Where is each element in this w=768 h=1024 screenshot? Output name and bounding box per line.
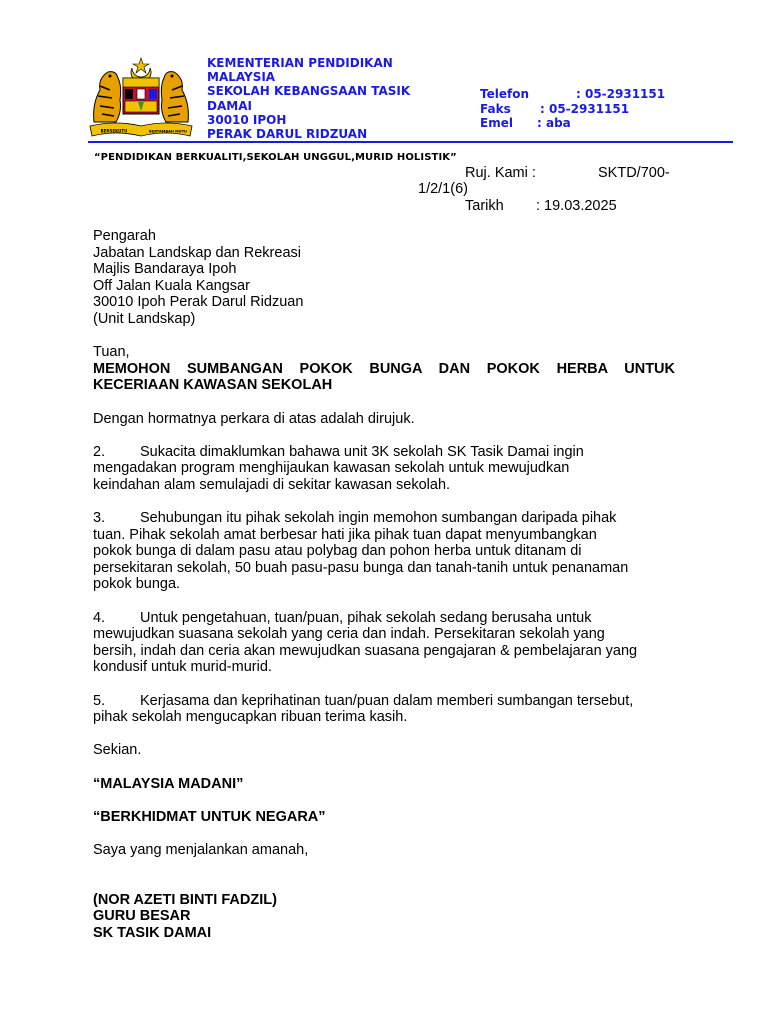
paragraph-text: Untuk pengetahuan, tuan/puan, pihak sekolah sedang berusaha untuk (140, 609, 592, 626)
paragraph-text: bersih, indah dan ceria akan mewujudkan suasana pengajaran & pembelajaran yang (93, 642, 638, 659)
fax-value: : 05-2931151 (540, 101, 630, 116)
header-divider (88, 141, 733, 143)
school-motto: “PENDIDIKAN BERKUALITI,SEKOLAH UNGGUL,MURID HOLISTIK” (94, 152, 457, 163)
email-value: : aba (537, 116, 571, 130)
state-line: PERAK DARUL RIDZUAN (207, 127, 368, 138)
email-label: Emel (480, 116, 513, 130)
salutation: Tuan, (93, 344, 130, 361)
paragraph-text: Kerjasama dan keprihatinan tuan/puan dalam memberi sumbangan tersebut, (140, 692, 634, 709)
ministry-line: MALAYSIA (207, 70, 276, 85)
school-line: SEKOLAH KEBANGSAAN TASIK (207, 84, 411, 99)
school-address-block (207, 56, 447, 138)
recipient-line: Pengarah (93, 228, 156, 244)
slogan-berkhidmat: “BERKHIDMAT UNTUK NEGARA” (93, 808, 326, 825)
ref-value: SKTD/700- (598, 165, 670, 181)
fax-label: Faks (480, 101, 511, 116)
phone-value: : 05-2931151 (576, 87, 666, 101)
crest-motto-left: BERSEKUTU (100, 128, 128, 134)
paragraph-text: kondusif untuk murid-murid. (93, 659, 272, 676)
paragraph-text: pokok bunga. (93, 576, 181, 593)
recipient-address (93, 228, 675, 328)
paragraph-2 (93, 444, 675, 494)
signoff: Saya yang menjalankan amanah, (93, 841, 309, 858)
letter-body (93, 228, 675, 942)
paragraph-number: 5. (93, 692, 106, 709)
recipient-line: Majlis Bandaraya Ipoh (93, 261, 237, 278)
paragraph-text: mewujudkan suasana sekolah yang ceria dan indah. Persekitaran sekolah yang (93, 626, 605, 643)
paragraph-text: mengadakan program menghijaukan kawasan sekolah untuk mewujudkan (93, 460, 570, 477)
date-label: Tarikh (465, 198, 504, 214)
paragraph-text: pihak sekolah mengucapkan ribuan terima kasih. (93, 709, 408, 726)
reference-number (465, 165, 670, 181)
ref-label: Ruj. Kami : (465, 165, 536, 181)
paragraph-5 (93, 693, 675, 726)
slogan-malaysia-madani: “MALAYSIA MADANI” (93, 775, 244, 792)
signatory-title: GURU BESAR (93, 908, 191, 925)
recipient-line: 30010 Ipoh Perak Darul Ridzuan (93, 294, 304, 311)
signature-block (93, 892, 675, 942)
crest-motto-right: BERTAMBAH MUTU (149, 129, 187, 134)
phone-label: Telefon (480, 87, 529, 101)
letter-date (465, 198, 617, 214)
letter-subject: MEMOHON SUMBANGAN POKOK BUNGA DAN POKOK HERBA UNTUK KECERIAAN KAWASAN SEKOLAH (93, 360, 675, 394)
recipient-line: Off Jalan Kuala Kangsar (93, 277, 250, 294)
signatory-school: SK TASIK DAMAI (93, 924, 212, 941)
paragraph-text: Sehubungan itu pihak sekolah ingin memohon sumbangan daripada pihak (140, 510, 617, 527)
paragraph-4 (93, 610, 675, 676)
recipient-line: (Unit Landskap) (93, 310, 196, 327)
reference-number-cont: 1/2/1(6) (418, 181, 468, 197)
paragraph-number: 3. (93, 510, 106, 527)
paragraph-3 (93, 510, 675, 593)
paragraph-number: 4. (93, 609, 106, 626)
closing: Sekian. (93, 742, 142, 759)
paragraph-text: persekitaran sekolah, 50 buah pasu-pasu bunga dan tanah-tanih untuk penanaman (93, 559, 629, 576)
signatory-name: (NOR AZETI BINTI FADZIL) (93, 891, 277, 908)
postcode-line: 30010 IPOH (207, 112, 287, 127)
date-value: : 19.03.2025 (536, 198, 617, 214)
ministry-line: KEMENTERIAN PENDIDIKAN (207, 56, 393, 70)
paragraph-text: Sukacita dimaklumkan bahawa unit 3K sekolah SK Tasik Damai ingin (140, 443, 584, 460)
paragraph-text: tuan. Pihak sekolah amat berbesar hati jika pihak tuan dapat menyumbangkan (93, 526, 597, 543)
school-line: DAMAI (207, 98, 252, 113)
paragraph-number: 2. (93, 443, 106, 460)
recipient-line: Jabatan Landskap dan Rekreasi (93, 244, 301, 261)
paragraph-text: keindahan alam semulajadi di sekitar kawasan sekolah. (93, 476, 451, 493)
coat-of-arms-icon (86, 56, 196, 140)
paragraph-text: pokok bunga di dalam pasu atau polybag dan pohon herba untuk ditanam di (93, 543, 582, 560)
opening-line: Dengan hormatnya perkara di atas adalah dirujuk. (93, 410, 415, 427)
